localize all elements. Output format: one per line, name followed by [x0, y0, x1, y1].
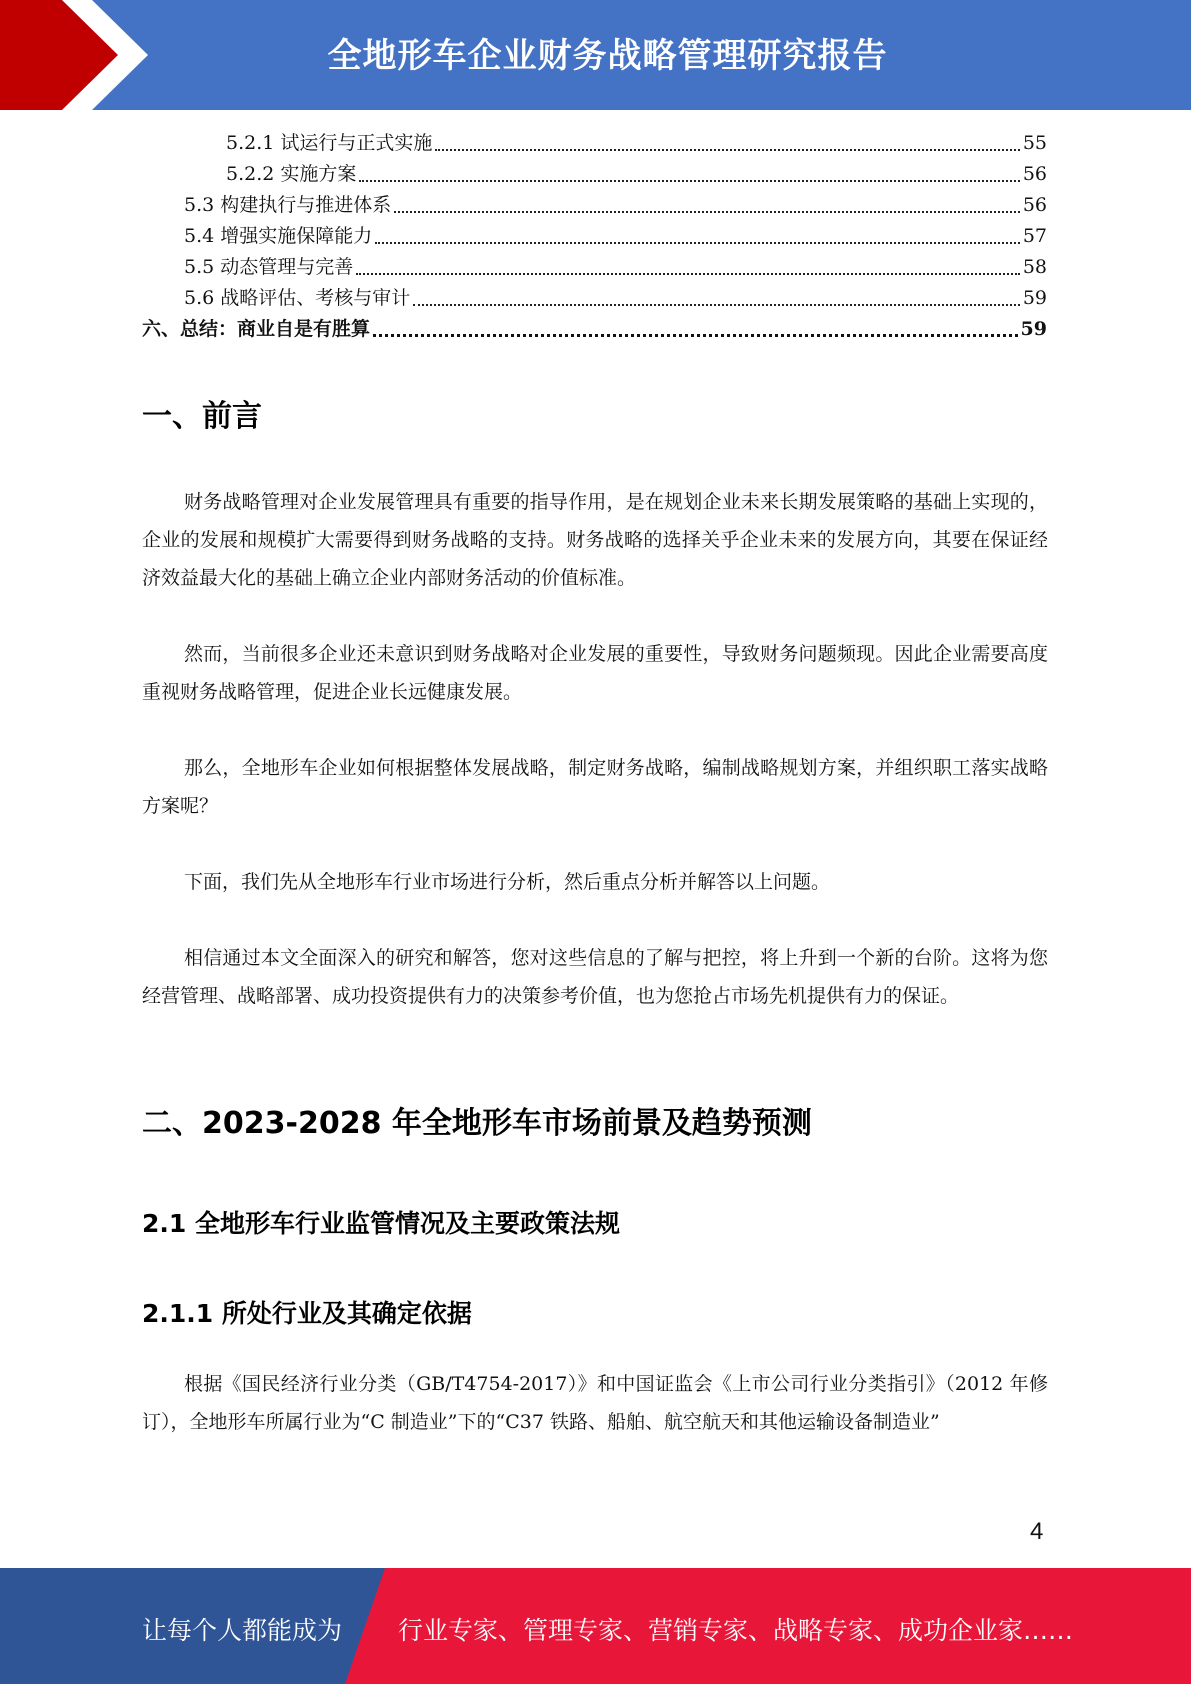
- toc-entry-page: 55: [1022, 132, 1047, 154]
- toc-entry-page: 57: [1022, 225, 1047, 247]
- body-paragraph: 根据《国民经济行业分类（GB/T4754-2017）》和中国证监会《上市公司行业分类指引》（2012 年修订），全地形车所属行业为“C 制造业”下的“C37 铁路、船舶、航空航天和其他运输设备制造业”: [142, 1373, 1048, 1433]
- toc-entry-page: 58: [1022, 256, 1047, 278]
- toc-entry-page: 56: [1022, 194, 1047, 216]
- body-paragraph: 相信通过本文全面深入的研究和解答，您对这些信息的了解与把控，将上升到一个新的台阶。这将为您经营管理、战略部署、成功投资提供有力的决策参考价值，也为您抢占市场先机提供有力的保证。: [142, 947, 1048, 1007]
- toc-dot-leader: [394, 211, 1020, 213]
- subsection-heading: 2.1.1 所处行业及其确定依据: [142, 1299, 472, 1328]
- toc-entry[interactable]: [142, 221, 1047, 252]
- subsection-heading: 2.1 全地形车行业监管情况及主要政策法规: [142, 1209, 620, 1238]
- toc-entry-label: 5.2.2 实施方案: [226, 163, 357, 185]
- body-paragraph: 那么，全地形车企业如何根据整体发展战略，制定财务战略，编制战略规划方案，并组织职工落实战略方案呢？: [142, 757, 1048, 817]
- body-paragraph: 然而，当前很多企业还未意识到财务战略对企业发展的重要性，导致财务问题频现。因此企业需要高度重视财务战略管理，促进企业长远健康发展。: [142, 643, 1048, 703]
- toc-dot-leader: [375, 242, 1020, 244]
- toc-entry-page: 59: [1022, 287, 1047, 309]
- toc-entry[interactable]: [142, 252, 1047, 283]
- section-heading-preface: 一、前言: [142, 399, 262, 434]
- page-number: 4: [1030, 1518, 1044, 1545]
- toc-dot-leader: [356, 273, 1020, 275]
- page-header: [0, 0, 1191, 110]
- toc-entry[interactable]: [142, 314, 1047, 345]
- toc-entry-label: 5.2.1 试运行与正式实施: [226, 132, 433, 154]
- body-paragraph: 下面，我们先从全地形车行业市场进行分析，然后重点分析并解答以上问题。: [184, 871, 831, 893]
- toc-entry-page: 59: [1020, 318, 1047, 340]
- toc-entry-page: 56: [1022, 163, 1047, 185]
- toc-dot-leader: [359, 180, 1019, 182]
- report-title: 全地形车企业财务战略管理研究报告: [327, 36, 888, 76]
- toc-entry[interactable]: [142, 190, 1047, 221]
- table-of-contents: [142, 128, 1047, 345]
- page-footer: [0, 1568, 1191, 1684]
- toc-dot-leader: [435, 149, 1019, 151]
- footer-slogan-right: 行业专家、管理专家、营销专家、战略专家、成功企业家……: [398, 1616, 1074, 1645]
- footer-slogan-left: 让每个人都能成为: [142, 1616, 343, 1645]
- toc-entry-label: 5.5 动态管理与完善: [184, 256, 354, 278]
- section-heading-forecast: 二、2023-2028 年全地形车市场前景及趋势预测: [142, 1106, 812, 1141]
- body-paragraph: 财务战略管理对企业发展管理具有重要的指导作用，是在规划企业未来长期发展策略的基础上实现的，企业的发展和规模扩大需要得到财务战略的支持。财务战略的选择关乎企业未来的发展方向，其要在保证经济效益最大化的基础上确立企业内部财务活动的价值标准。: [142, 491, 1048, 589]
- toc-dot-leader: [413, 304, 1020, 306]
- toc-entry[interactable]: [142, 128, 1047, 159]
- toc-entry-label: 5.6 战略评估、考核与审计: [184, 287, 411, 309]
- toc-entry-label: 六、总结：商业自是有胜算: [142, 318, 371, 340]
- toc-dot-leader: [373, 334, 1018, 337]
- toc-entry-label: 5.4 增强实施保障能力: [184, 225, 373, 247]
- toc-entry[interactable]: [142, 283, 1047, 314]
- toc-entry[interactable]: [142, 159, 1047, 190]
- toc-entry-label: 5.3 构建执行与推进体系: [184, 194, 392, 216]
